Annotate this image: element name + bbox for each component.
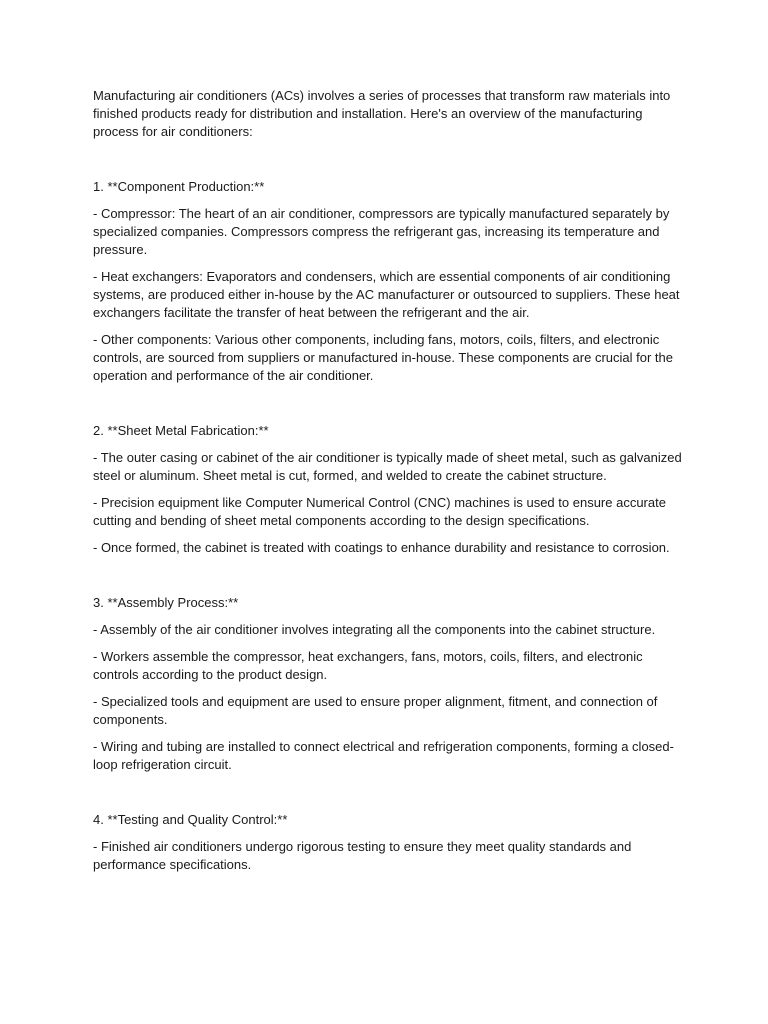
bullet-item: - Wiring and tubing are installed to connect electrical and refrigeration components, forming a closed-loop refrigeration circuit. xyxy=(93,739,674,772)
bullet-item: - Other components: Various other components, including fans, motors, coils, filters, and electronic controls, are sourced from suppliers or manufactured in-house. These components are crucial for the operation and performance of the air conditioner. xyxy=(93,332,673,383)
bullet-item: - Workers assemble the compressor, heat exchangers, fans, motors, coils, filters, and electronic controls according to the product design. xyxy=(93,649,643,682)
bullet-item: - The outer casing or cabinet of the air conditioner is typically made of sheet metal, such as galvanized steel or aluminum. Sheet metal is cut, formed, and welded to create the cabinet structure. xyxy=(93,450,682,483)
intro-paragraph: Manufacturing air conditioners (ACs) involves a series of processes that transform raw materials into finished products ready for distribution and installation. Here's an overview of the manufacturing process for air conditioners: xyxy=(93,88,671,139)
section-heading: 3. **Assembly Process:** xyxy=(93,595,239,610)
document-body xyxy=(93,87,683,874)
section-assembly-process xyxy=(93,594,683,774)
section-sheet-metal-fabrication xyxy=(93,422,683,557)
section-heading: 2. **Sheet Metal Fabrication:** xyxy=(93,423,269,438)
bullet-item: - Once formed, the cabinet is treated with coatings to enhance durability and resistance to corrosion. xyxy=(93,540,670,555)
bullet-item: - Specialized tools and equipment are used to ensure proper alignment, fitment, and connection of components. xyxy=(93,694,658,727)
bullet-item: - Finished air conditioners undergo rigorous testing to ensure they meet quality standards and performance specifications. xyxy=(93,839,632,872)
section-heading: 4. **Testing and Quality Control:** xyxy=(93,812,288,827)
bullet-item: - Assembly of the air conditioner involves integrating all the components into the cabinet structure. xyxy=(93,622,656,637)
section-component-production xyxy=(93,178,683,385)
bullet-item: - Precision equipment like Computer Numerical Control (CNC) machines is used to ensure accurate cutting and bending of sheet metal components according to the design specifications. xyxy=(93,495,666,528)
section-heading: 1. **Component Production:** xyxy=(93,179,265,194)
bullet-item: - Heat exchangers: Evaporators and condensers, which are essential components of air conditioning systems, are produced either in-house by the AC manufacturer or outsourced to suppliers. These heat exchangers facilitate the transfer of heat between the refrigerant and the air. xyxy=(93,269,680,320)
section-testing-quality-control xyxy=(93,811,683,874)
bullet-item: - Compressor: The heart of an air conditioner, compressors are typically manufactured separately by specialized companies. Compressors compress the refrigerant gas, increasing its temperature and pressure. xyxy=(93,206,670,257)
